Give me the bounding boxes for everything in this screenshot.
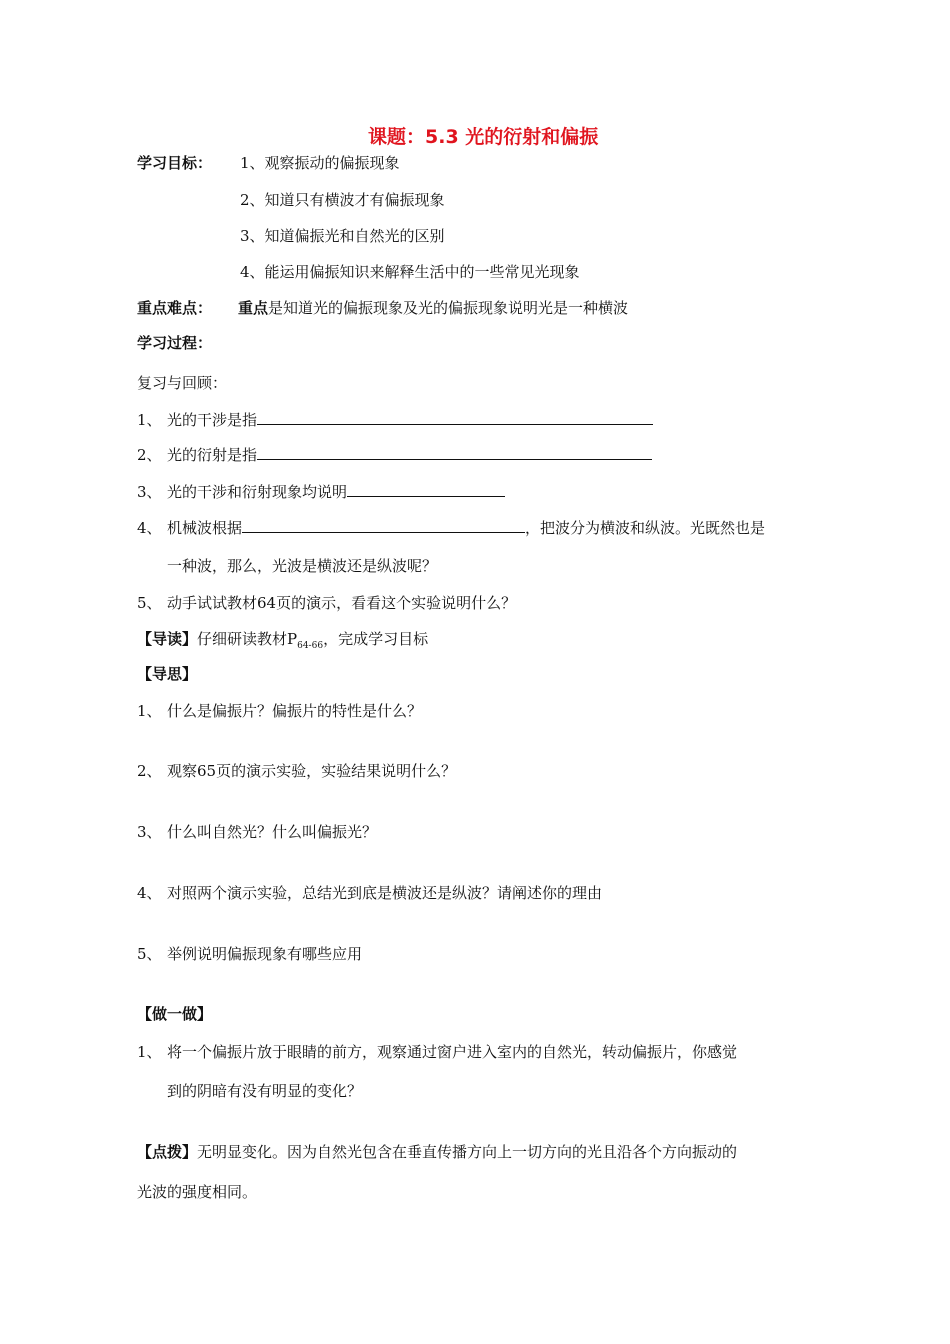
question-item — [137, 883, 602, 903]
objective-item: 1、观察振动的偏振现象 — [240, 154, 400, 172]
item-number: 1、 — [137, 411, 162, 429]
guide-read-label: 【导读】 — [137, 630, 198, 648]
question-text: 什么是偏振片？偏振片的特性是什么？ — [167, 702, 423, 720]
key-points-row — [137, 298, 628, 318]
item-text: 光的衍射是指 — [167, 446, 258, 464]
hint-row — [137, 1142, 737, 1162]
item-number: 4、 — [137, 519, 162, 537]
fill-blank[interactable] — [257, 409, 653, 425]
hint-text: 无明显变化。因为自然光包含在垂直传播方向上一切方向的光且沿各个方向振动的 — [197, 1143, 738, 1161]
question-item — [137, 761, 456, 781]
review-item — [137, 481, 505, 502]
question-item — [137, 822, 377, 842]
objectives-row — [137, 153, 400, 173]
question-text: 举例说明偏振现象有哪些应用 — [167, 945, 363, 963]
item-number: 1、 — [137, 1043, 162, 1061]
guide-read-row — [137, 629, 428, 656]
key-points-prefix: 重点 — [238, 299, 269, 317]
objective-item: 4、能运用偏振知识来解释生活中的一些常见光现象 — [240, 263, 580, 281]
item-number: 5、 — [137, 945, 162, 963]
fill-blank[interactable] — [242, 517, 525, 533]
do-it-item — [137, 1042, 737, 1062]
review-item — [137, 517, 765, 538]
objective-item: 2、知道只有横波才有偏振现象 — [240, 191, 445, 209]
hint-continued: 光波的强度相同。 — [137, 1183, 258, 1201]
objective-item: 3、知道偏振光和自然光的区别 — [240, 227, 445, 245]
guide-read-text: 仔细研读教材P — [197, 630, 298, 648]
guide-read-text-after: ，完成学习目标 — [323, 630, 429, 648]
fill-blank[interactable] — [257, 444, 652, 460]
review-heading: 复习与回顾： — [137, 374, 228, 392]
review-item — [137, 444, 652, 465]
page-title: 课题：5.3 光的衍射和偏振 — [368, 126, 599, 148]
guide-think-label: 【导思】 — [137, 665, 198, 683]
process-label: 学习过程： — [137, 334, 213, 352]
review-item — [137, 409, 653, 430]
question-item — [137, 944, 362, 964]
objectives-label: 学习目标： — [137, 154, 213, 172]
item-number: 3、 — [137, 483, 162, 501]
question-text: 什么叫自然光？什么叫偏振光？ — [167, 823, 378, 841]
item-number: 5、 — [137, 594, 162, 612]
item-text: 动手试试教材64页的演示，看看这个实验说明什么？ — [167, 594, 517, 612]
key-points-text: 是知道光的偏振现象及光的偏振现象说明光是一种横波 — [268, 299, 629, 317]
item-text: 机械波根据 — [167, 519, 243, 537]
item-text-after: ，把波分为横波和纵波。光既然也是 — [525, 519, 766, 537]
do-it-text: 将一个偏振片放于眼睛的前方，观察通过窗户进入室内的自然光，转动偏振片，你感觉 — [167, 1043, 738, 1061]
item-number: 3、 — [137, 823, 162, 841]
review-item — [137, 593, 516, 613]
do-it-item-continued: 到的阴暗有没有明显的变化？ — [167, 1082, 363, 1100]
do-it-label: 【做一做】 — [137, 1005, 213, 1023]
key-points-label: 重点难点： — [137, 299, 213, 317]
item-number: 2、 — [137, 446, 162, 464]
review-item-continued: 一种波，那么，光波是横波还是纵波呢？ — [167, 557, 438, 575]
item-number: 2、 — [137, 762, 162, 780]
page-range: 64-66 — [297, 641, 324, 651]
item-number: 4、 — [137, 884, 162, 902]
item-text: 光的干涉是指 — [167, 411, 258, 429]
item-text: 光的干涉和衍射现象均说明 — [167, 483, 348, 501]
item-number: 1、 — [137, 702, 162, 720]
question-text: 观察65页的演示实验，实验结果说明什么？ — [167, 762, 457, 780]
hint-label: 【点拨】 — [137, 1143, 198, 1161]
question-item — [137, 701, 422, 721]
question-text: 对照两个演示实验，总结光到底是横波还是纵波？请阐述你的理由 — [167, 884, 603, 902]
fill-blank[interactable] — [347, 481, 505, 497]
